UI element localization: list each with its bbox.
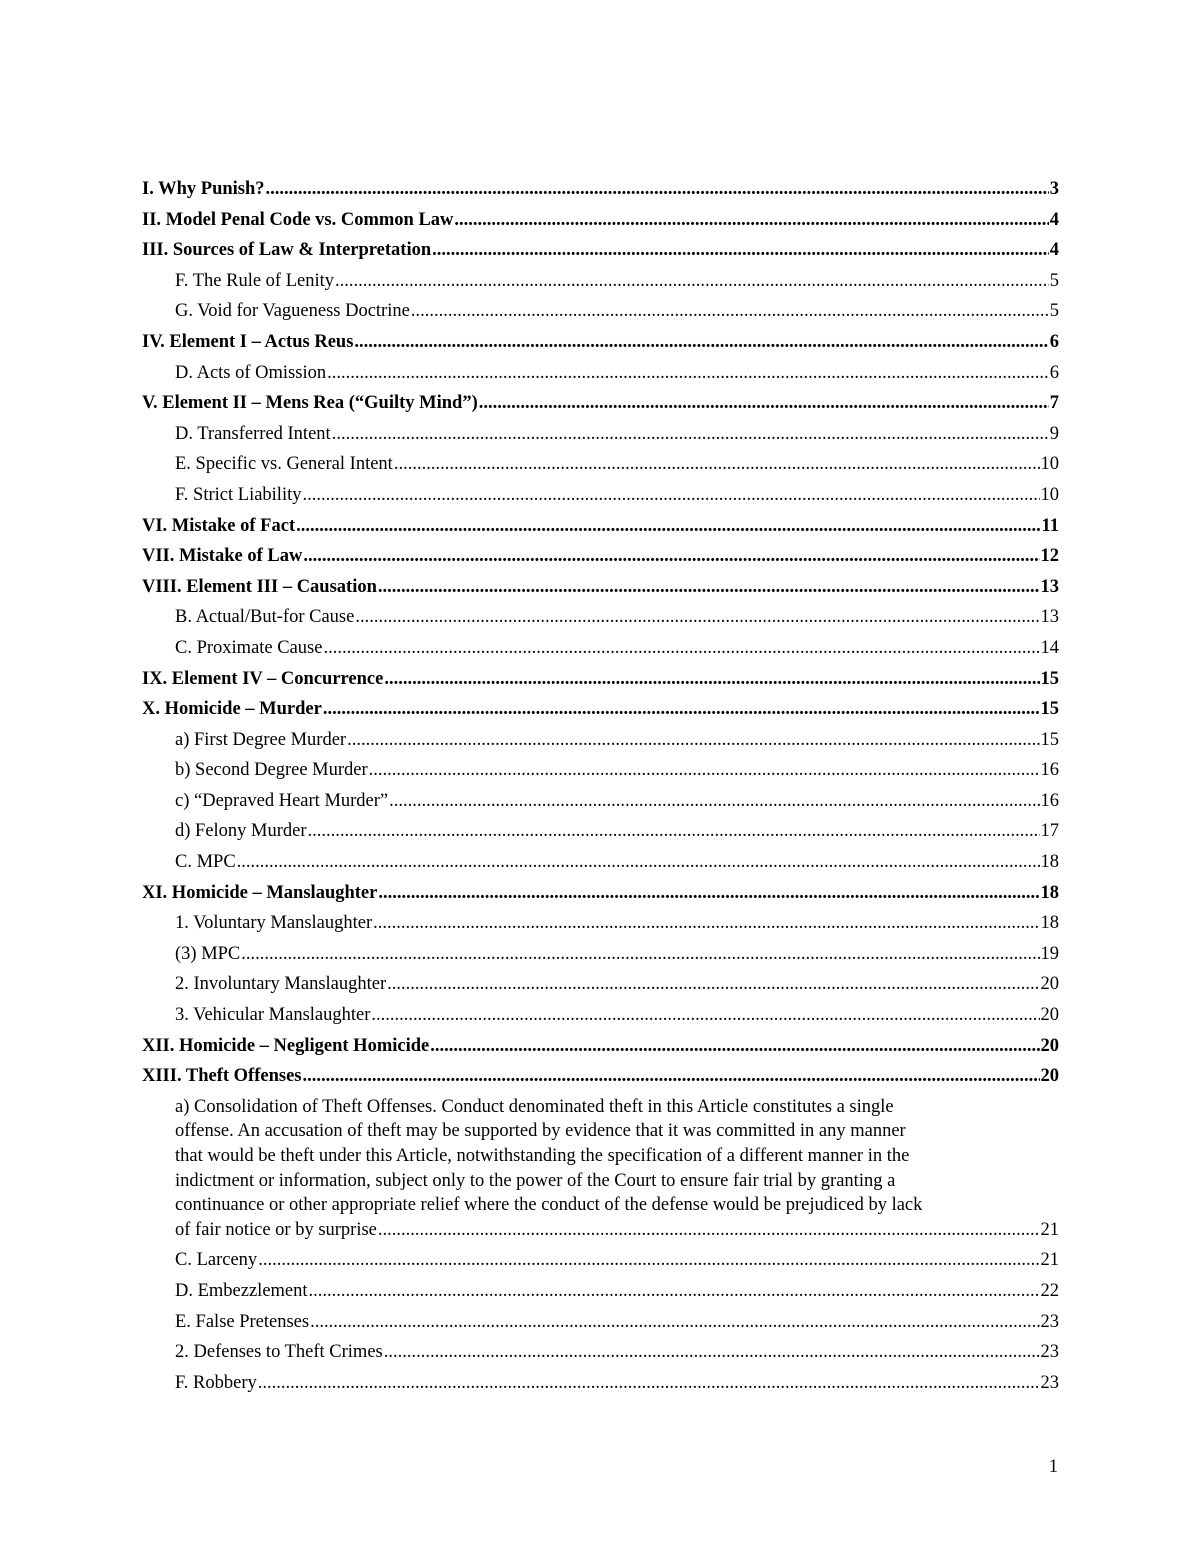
toc-dot-leader bbox=[241, 939, 1039, 970]
toc-dot-leader bbox=[373, 908, 1039, 939]
toc-dot-leader bbox=[258, 1245, 1039, 1276]
toc-entry[interactable] bbox=[142, 664, 1059, 695]
toc-dot-leader bbox=[335, 266, 1049, 297]
toc-entry-page: 20 bbox=[1040, 1005, 1059, 1026]
toc-dot-leader bbox=[302, 1061, 1039, 1092]
toc-entry[interactable] bbox=[142, 969, 1059, 1000]
toc-dot-leader bbox=[309, 1276, 1040, 1307]
toc-entry-page: 23 bbox=[1040, 1342, 1059, 1363]
toc-entry-page: 22 bbox=[1040, 1280, 1059, 1301]
toc-entry-page: 20 bbox=[1040, 974, 1059, 995]
toc-entry-title: X. Homicide – Murder bbox=[142, 699, 322, 720]
toc-entry[interactable] bbox=[142, 449, 1059, 480]
toc-dot-leader bbox=[302, 480, 1039, 511]
toc-dot-leader bbox=[258, 1368, 1040, 1399]
toc-entry[interactable] bbox=[142, 266, 1059, 297]
toc-entry[interactable] bbox=[142, 511, 1059, 542]
toc-entry-title: C. Larceny bbox=[175, 1250, 258, 1271]
toc-entry-title: 2. Involuntary Manslaughter bbox=[175, 974, 387, 995]
toc-entry-title: F. Strict Liability bbox=[175, 484, 302, 505]
toc-entry[interactable] bbox=[142, 174, 1059, 205]
toc-entry[interactable] bbox=[142, 205, 1059, 236]
toc-dot-leader bbox=[237, 847, 1040, 878]
page-number: 1 bbox=[1048, 1457, 1058, 1477]
toc-entry-line: continuance or other appropriate relief where the conduct of the defense would be prejudiced by lack bbox=[175, 1195, 923, 1216]
toc-dot-leader bbox=[355, 602, 1039, 633]
toc-dot-leader bbox=[454, 205, 1048, 236]
toc-entry-page: 3 bbox=[1049, 179, 1059, 199]
toc-entry[interactable] bbox=[142, 847, 1059, 878]
toc-entry-last-line bbox=[175, 1218, 1059, 1243]
toc-entry-page: 15 bbox=[1040, 668, 1059, 689]
toc-dot-leader bbox=[479, 388, 1049, 419]
toc-entry-title: IX. Element IV – Concurrence bbox=[142, 668, 384, 689]
toc-dot-leader bbox=[354, 327, 1048, 358]
toc-dot-leader bbox=[384, 1337, 1040, 1368]
toc-entry[interactable] bbox=[142, 1061, 1059, 1092]
toc-entry-title: F. Robbery bbox=[175, 1372, 257, 1393]
toc-entry-page: 12 bbox=[1040, 546, 1059, 567]
toc-entry-title: C. MPC bbox=[175, 852, 236, 873]
toc-entry-page: 11 bbox=[1041, 515, 1059, 536]
toc-dot-leader bbox=[266, 174, 1049, 205]
toc-entry-page: 16 bbox=[1040, 790, 1059, 811]
toc-entry[interactable] bbox=[142, 725, 1059, 756]
toc-entry[interactable] bbox=[142, 1000, 1059, 1031]
toc-entry-page: 20 bbox=[1040, 1035, 1059, 1056]
toc-dot-leader bbox=[332, 419, 1049, 450]
toc-entry-page: 6 bbox=[1049, 362, 1059, 383]
toc-dot-leader bbox=[394, 449, 1040, 480]
toc-entry-title: VII. Mistake of Law bbox=[142, 546, 303, 567]
toc-entry-page: 5 bbox=[1049, 301, 1059, 322]
toc-entry-line: that would be theft under this Article, notwithstanding the specification of a different manner in the bbox=[175, 1146, 910, 1166]
toc-dot-leader bbox=[323, 633, 1039, 664]
toc-entry-title: 3. Vehicular Manslaughter bbox=[175, 1005, 371, 1026]
toc-entry[interactable] bbox=[142, 235, 1059, 266]
toc-entry-title: (3) MPC bbox=[175, 943, 241, 964]
toc-dot-leader bbox=[378, 572, 1040, 603]
toc-entry-page: 9 bbox=[1049, 423, 1059, 444]
toc-entry-page: 4 bbox=[1049, 209, 1059, 230]
toc-entry-title: 1. Voluntary Manslaughter bbox=[175, 913, 373, 934]
toc-entry[interactable] bbox=[142, 755, 1059, 786]
toc-entry-page: 21 bbox=[1040, 1219, 1059, 1240]
toc-entry-title: E. Specific vs. General Intent bbox=[175, 454, 393, 475]
toc-entry[interactable] bbox=[142, 388, 1059, 419]
toc-entry-line: indictment or information, subject only to the power of the Court to ensure fair trial by granting a bbox=[175, 1170, 896, 1191]
toc-entry[interactable] bbox=[142, 1092, 1059, 1246]
toc-entry[interactable] bbox=[142, 1031, 1059, 1062]
toc-entry-page: 15 bbox=[1040, 729, 1059, 750]
toc-entry-page: 23 bbox=[1040, 1372, 1059, 1393]
toc-dot-leader bbox=[303, 541, 1039, 572]
toc-entry[interactable] bbox=[142, 1276, 1059, 1307]
toc-dot-leader bbox=[387, 969, 1039, 1000]
toc-entry[interactable] bbox=[142, 1245, 1059, 1276]
toc-entry-title: of fair notice or by surprise bbox=[175, 1219, 377, 1240]
toc-entry[interactable] bbox=[142, 878, 1059, 909]
toc-entry-page: 14 bbox=[1040, 637, 1059, 658]
toc-entry-page: 10 bbox=[1040, 454, 1059, 475]
toc-entry[interactable] bbox=[142, 1307, 1059, 1338]
toc-entry-title: V. Element II – Mens Rea (“Guilty Mind”) bbox=[142, 393, 478, 414]
toc-entry-page: 20 bbox=[1040, 1066, 1059, 1087]
toc-entry-title: XIII. Theft Offenses bbox=[142, 1066, 302, 1087]
toc-dot-leader bbox=[296, 511, 1040, 542]
toc-entry-page: 17 bbox=[1040, 821, 1059, 842]
toc-entry-page: 13 bbox=[1040, 607, 1059, 628]
toc-entry-page: 19 bbox=[1040, 943, 1059, 964]
toc-entry[interactable] bbox=[142, 541, 1059, 572]
toc-entry-title: a) First Degree Murder bbox=[175, 729, 347, 750]
toc-entry-line: offense. An accusation of theft may be supported by evidence that it was committed in any manner bbox=[175, 1121, 906, 1142]
toc-entry[interactable] bbox=[142, 572, 1059, 603]
toc-dot-leader bbox=[378, 1218, 1040, 1243]
toc-entry[interactable] bbox=[142, 327, 1059, 358]
toc-dot-leader bbox=[432, 235, 1049, 266]
toc-entry-title: c) “Depraved Heart Murder” bbox=[175, 790, 389, 811]
toc-entry-title: XI. Homicide – Manslaughter bbox=[142, 882, 378, 903]
toc-dot-leader bbox=[308, 816, 1040, 847]
toc-entry[interactable] bbox=[142, 939, 1059, 970]
toc-entry-title: E. False Pretenses bbox=[175, 1311, 310, 1332]
toc-entry-title: IV. Element I – Actus Reus bbox=[142, 331, 354, 352]
toc-entry[interactable] bbox=[142, 1368, 1059, 1399]
toc-entry-title: III. Sources of Law & Interpretation bbox=[142, 240, 432, 261]
toc-entry-title: VIII. Element III – Causation bbox=[142, 576, 377, 597]
table-of-contents bbox=[142, 174, 1059, 1398]
toc-dot-leader bbox=[310, 1307, 1039, 1338]
toc-entry[interactable] bbox=[142, 786, 1059, 817]
toc-entry-page: 5 bbox=[1049, 270, 1059, 291]
toc-entry-title: C. Proximate Cause bbox=[175, 637, 323, 658]
toc-dot-leader bbox=[411, 296, 1049, 327]
toc-dot-leader bbox=[384, 664, 1039, 695]
toc-entry[interactable] bbox=[142, 816, 1059, 847]
toc-entry-page: 18 bbox=[1040, 852, 1059, 873]
toc-entry-title: B. Actual/But-for Cause bbox=[175, 607, 355, 628]
toc-entry[interactable] bbox=[142, 358, 1059, 389]
toc-entry-title: VI. Mistake of Fact bbox=[142, 515, 296, 536]
toc-entry[interactable] bbox=[142, 694, 1059, 725]
toc-entry-title: I. Why Punish? bbox=[142, 179, 265, 199]
toc-entry-title: II. Model Penal Code vs. Common Law bbox=[142, 209, 454, 230]
toc-entry[interactable] bbox=[142, 419, 1059, 450]
toc-entry-title: F. The Rule of Lenity bbox=[175, 270, 335, 291]
toc-entry-title: b) Second Degree Murder bbox=[175, 760, 368, 781]
toc-entry[interactable] bbox=[142, 908, 1059, 939]
toc-entry-page: 13 bbox=[1040, 576, 1059, 597]
toc-dot-leader bbox=[371, 1000, 1039, 1031]
toc-entry-page: 21 bbox=[1040, 1250, 1059, 1271]
toc-entry-paragraph bbox=[175, 1095, 1059, 1218]
toc-entry-title: G. Void for Vagueness Doctrine bbox=[175, 301, 410, 322]
toc-entry-title: 2. Defenses to Theft Crimes bbox=[175, 1342, 383, 1363]
toc-dot-leader bbox=[347, 725, 1039, 756]
toc-entry[interactable] bbox=[142, 296, 1059, 327]
toc-entry-title: D. Transferred Intent bbox=[175, 423, 331, 444]
toc-entry[interactable] bbox=[142, 480, 1059, 511]
toc-entry-page: 23 bbox=[1040, 1311, 1059, 1332]
toc-entry[interactable] bbox=[142, 1337, 1059, 1368]
toc-entry[interactable] bbox=[142, 633, 1059, 664]
toc-entry-title: d) Felony Murder bbox=[175, 821, 307, 842]
toc-entry-title: D. Acts of Omission bbox=[175, 362, 327, 383]
toc-dot-leader bbox=[369, 755, 1040, 786]
toc-entry-page: 18 bbox=[1040, 913, 1059, 934]
toc-entry-page: 4 bbox=[1049, 240, 1059, 261]
toc-entry-page: 10 bbox=[1040, 484, 1059, 505]
toc-entry[interactable] bbox=[142, 602, 1059, 633]
toc-entry-page: 7 bbox=[1049, 393, 1059, 414]
toc-entry-title: D. Embezzlement bbox=[175, 1280, 308, 1301]
toc-entry-page: 18 bbox=[1040, 882, 1059, 903]
toc-entry-line: a) Consolidation of Theft Offenses. Conduct denominated theft in this Article constitutes a single bbox=[175, 1096, 894, 1117]
toc-dot-leader bbox=[378, 878, 1039, 909]
toc-entry-page: 16 bbox=[1040, 760, 1059, 781]
toc-entry-title: XII. Homicide – Negligent Homicide bbox=[142, 1035, 430, 1056]
toc-dot-leader bbox=[323, 694, 1040, 725]
toc-dot-leader bbox=[389, 786, 1039, 817]
toc-dot-leader bbox=[327, 358, 1049, 389]
toc-dot-leader bbox=[430, 1031, 1039, 1062]
toc-entry-page: 15 bbox=[1040, 699, 1059, 720]
toc-entry-page: 6 bbox=[1049, 331, 1059, 352]
